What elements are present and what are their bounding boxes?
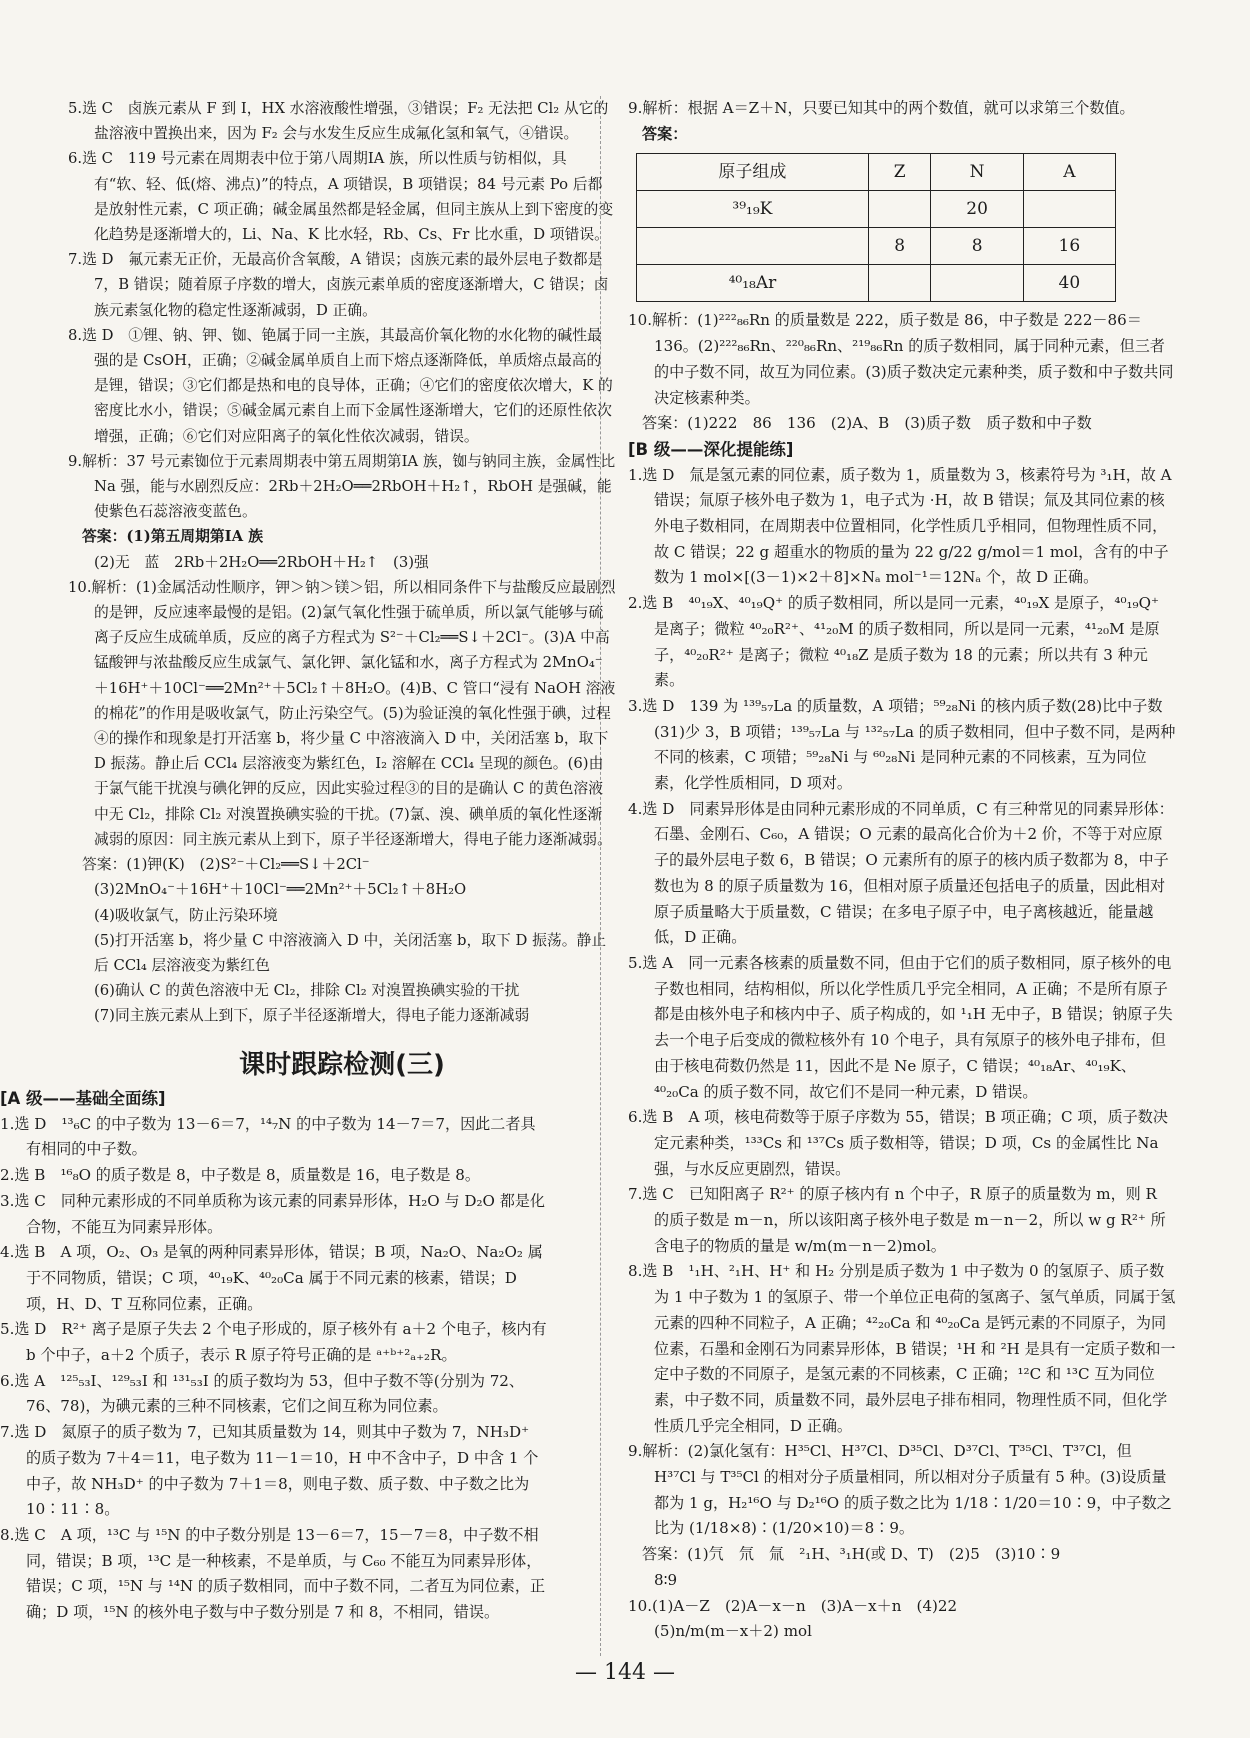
left-column-lower (0, 1086, 548, 1626)
answer-label: 答案： (642, 124, 688, 143)
answer-item: 7.选 D 氟元素无正价，无最高价含氧酸，A 错误；卤族元素的最外层电子数都是 7，B 错误；随着原子序数的增大，卤族元素单质的密度逐渐增大，C 错误；卤族元素氢化物的稳定性逐渐减弱，D 正确。 (68, 251, 609, 319)
table-row (637, 228, 1116, 265)
answer-item: 9.解析：根据 A＝Z＋N，只要已知其中的两个数值，就可以求第三个数值。 (628, 99, 1135, 117)
table-row (637, 265, 1116, 302)
answer-line: (4)吸收氯气，防止污染环境 (94, 906, 278, 924)
answer-item: 6.选 C 119 号元素在周期表中位于第八周期ⅠA 族，所以性质与钫相似，具有“软、轻、低(熔、沸点)”的特点，A 项错误，B 项错误；84 号元素 Po 后都是放射性元素，C 项正确；碱金属虽然都是轻金属，但同主族从上到下密度的变化趋势是逐渐增大的，Li、Na、K 比水轻，Rb、Cs、Fr 比水重，D 项错误。 (68, 150, 614, 244)
table-cell (931, 265, 1023, 302)
table-cell: 16 (1023, 228, 1115, 265)
answer-item: 6.选 B A 项，核电荷数等于原子序数为 55，错误；B 项正确；C 项，质子数决定元素种类，¹³³Cs 和 ¹³⁷Cs 质子数相等，错误；D 项，Cs 的金属性比 Na 强，与水反应更剧烈，错误。 (628, 1108, 1168, 1178)
isotope-table (636, 153, 1116, 302)
table-header: 原子组成 (637, 154, 869, 191)
answer-line: 8∶9 (654, 1570, 678, 1589)
answer-item: 7.选 C 已知阳离子 R²⁺ 的原子核内有 n 个中子，R 原子的质量数为 m，则 R 的质子数是 m－n，所以该阳离子核外电子数是 m－n－2，所以 w g R²⁺ 所含电子的物质的量是 w/m(m－n－2)mol。 (628, 1185, 1166, 1255)
answer-item: 10.(1)A－Z (2)A－x－n (3)A－x＋n (4)22 (628, 1596, 958, 1615)
answer-item: 2.选 B ⁴⁰₁₉X、⁴⁰₁₉Q⁺ 的质子数相同，所以是同一元素，⁴⁰₁₉X 是原子，⁴⁰₁₉Q⁺ 是离子；微粒 ⁴⁰₂₀R²⁺、⁴¹₂₀M 的质子数相同，所以是同一元素，⁴¹₂₀M 是原子，⁴⁰₂₀R²⁺ 是离子；微粒 ⁴⁰₁₈Z 是质子数为 18 的元素；所以共有 3 种元素。 (628, 594, 1160, 690)
answer-item: 5.选 D R²⁺ 离子是原子失去 2 个电子形成的，原子核外有 a＋2 个电子，核内有 b 个中子，a＋2 个质子，表示 R 原子符号正确的是 ᵃ⁺ᵇ⁺²ₐ₊₂R。 (0, 1320, 547, 1365)
level-b-heading: [B 级——深化提能练] (628, 439, 794, 459)
answer-item: 4.选 B A 项，O₂、O₃ 是氧的两种同素异形体，错误；B 项，Na₂O、Na₂O₂ 属于不同物质，错误；C 项，⁴⁰₁₉K、⁴⁰₂₀Ca 属于不同元素的核素，错误；D 项，H、D、T 互称同位素，正确。 (0, 1243, 543, 1313)
answer-line: 答案：(1)氕 氘 氚 ²₁H、³₁H(或 D、T) (2)5 (3)10∶9 (642, 1545, 1061, 1564)
table-cell: 8 (868, 228, 931, 265)
table-cell: 40 (1023, 265, 1115, 302)
table-header: A (1023, 154, 1115, 191)
answer-line: (7)同主族元素从上到下，原子半径逐渐增大，得电子能力逐渐减弱 (94, 1007, 530, 1025)
table-cell (1023, 191, 1115, 228)
answer-item: 10.解析：(1)金属活动性顺序，钾＞钠＞镁＞铝，所以相同条件下与盐酸反应最剧烈的是钾，反应速率最慢的是铝。(2)氯气氧化性强于硫单质，所以氯气能够与硫离子反应生成硫单质，反应的离子方程式为 S²⁻＋Cl₂══S↓＋2Cl⁻。(3)A 中高锰酸钾与浓盐酸反应生成氯气、氯化钾、氯化锰和水，离子方程式为 2MnO₄⁻＋16H⁺＋10Cl⁻══2Mn²⁺＋5Cl₂↑＋8H₂O。(4)B、C 管口“浸有 NaOH 溶液的棉花”的作用是吸收氯气，防止污染空气。(5)为验证溴的氧化性强于碘，过程④的操作和现象是打开活塞 b，将少量 C 中溶液滴入 D 中，关闭活塞 b，取下 D 振荡。静止后 CCl₄ 层溶液变为紫红色，I₂ 溶解在 CCl₄ 呈现的颜色。(6)由于氯气能干扰溴与碘化钾的反应，因此实验过程③的目的是确认 C 的黄色溶液中无 Cl₂，排除 Cl₂ 对溴置换碘实验的干扰。(7)氯、溴、碘单质的氧化性逐渐减弱的原因：同主族元素从上到下，原子半径逐渐增大，得电子能力逐渐减弱。 (68, 578, 616, 848)
answer-item: 9.解析：(2)氯化氢有：H³⁵Cl、H³⁷Cl、D³⁵Cl、D³⁷Cl、T³⁵Cl、T³⁷Cl，但 H³⁷Cl 与 T³⁵Cl 的相对分子质量相同，所以相对分子质量有 5 种。(3)设质量都为 1 g，H₂¹⁶O 与 D₂¹⁶O 的质子数之比为 1/18∶1/20＝10∶9，中子数之比为 (1/18×8)∶(1/20×10)＝8∶9。 (628, 1442, 1172, 1538)
page-number: — 144 — (575, 1660, 675, 1685)
table-cell: ³⁹₁₉K (637, 191, 869, 228)
answer-item: 6.选 A ¹²⁵₅₃I、¹²⁹₅₃I 和 ¹³¹₅₃I 的质子数均为 53，但中子数不等(分别为 72、76、78)，为碘元素的三种不同核素，它们之间互称为同位素。 (0, 1371, 525, 1416)
answer-item: 10.解析：(1)²²²₈₆Rn 的质量数是 222，质子数是 86，中子数是 222－86＝136。(2)²²²₈₆Rn、²²⁰₈₆Rn、²¹⁹₈₆Rn 的质子数相同，属于同种元素，但三者的中子数不同，故互为同位素。(3)质子数决定元素种类，质子数和中子数共同决定核素种类。 (628, 311, 1174, 407)
answer-line: (2)无 蓝 2Rb＋2H₂O══2RbOH＋H₂↑ (3)强 (94, 553, 429, 571)
section-title: 课时跟踪检测(三) (239, 1050, 445, 1080)
right-column (628, 96, 1176, 1645)
answer-item: 5.选 A 同一元素各核素的质量数不同，但由于它们的质子数相同，原子核外的电子数也相同，结构相似，所以化学性质几乎完全相同，A 正确；不是所有原子都是由核外电子和核内中子、质子构成的，如 ¹₁H 无中子，B 错误；钠原子失去一个电子后变成的微粒核外有 10 个电子，具有氖原子的核外电子排布，但由于核电荷数仍然是 11，因此不是 Ne 原子，C 错误；⁴⁰₁₈Ar、⁴⁰₁₉K、⁴⁰₂₀Ca 的质子数不同，故它们不是同一种元素，D 错误。 (628, 953, 1173, 1101)
answer-item: 8.选 C A 项，¹³C 与 ¹⁵N 的中子数分别是 13－6＝7，15－7＝8，中子数不相同，错误；B 项，¹³C 是一种核素，不是单质，与 C₆₀ 不能互为同素异形体，错误；C 项，¹⁵N 与 ¹⁴N 的质子数相同，而中子数不同，二者互为同位素，正确；D 项，¹⁵N 的核外电子数与中子数分别是 7 和 8，不相同，错误。 (0, 1525, 546, 1622)
answer-line: (6)确认 C 的黄色溶液中无 Cl₂，排除 Cl₂ 对溴置换碘实验的干扰 (94, 982, 520, 1000)
answer-line: (5)n/m(m－x＋2) mol (654, 1622, 812, 1641)
answer-item: 2.选 B ¹⁶₈O 的质子数是 8，中子数是 8，质量数是 16，电子数是 8。 (0, 1166, 480, 1185)
answer-item: 1.选 D ¹³₆C 的中子数为 13－6＝7，¹⁴₇N 的中子数为 14－7＝7，因此二者具有相同的中子数。 (0, 1114, 536, 1159)
table-cell (868, 265, 931, 302)
table-cell: 20 (931, 191, 1023, 228)
answer-item: 5.选 C 卤族元素从 F 到 I，HX 水溶液酸性增强，③错误；F₂ 无法把 Cl₂ 从它的盐溶液中置换出来，因为 F₂ 会与水发生反应生成氟化氢和氧气，④错误。 (68, 100, 609, 143)
answer-item: 8.选 D ①锂、钠、钾、铷、铯属于同一主族，其最高价氧化物的水化物的碱性最强的是 CsOH，正确；②碱金属单质自上而下熔点逐渐降低，单质熔点最高的是锂，错误；③它们都是热和电的良导体，正确；④它们的密度依次增大，K 的密度比水小，错误；⑤碱金属元素自上而下金属性逐渐增大，它们的还原性依次增强，正确；⑥它们对应阳离子的氧化性依次减弱，错误。 (68, 326, 613, 445)
table-cell: 8 (931, 228, 1023, 265)
answer-line: (5)打开活塞 b，将少量 C 中溶液滴入 D 中，关闭活塞 b，取下 D 振荡。静止后 CCl₄ 层溶液变为紫红色 (94, 931, 607, 974)
answer-item: 1.选 D 氚是氢元素的同位素，质子数为 1，质量数为 3，核素符号为 ³₁H，故 A 错误；氚原子核外电子数为 1，电子式为 ·H，故 B 错误；氚及其同位素的核外电子数相同，在周期表中位置相同，化学性质几乎相同，但物理性质不同，故 C 错误；22 g 超重水的物质的量为 22 g/22 g/mol＝1 mol，含有的中子数为 1 mol×[(3－1)×2＋8]×Nₐ mol⁻¹＝12Nₐ 个，故 D 正确。 (628, 465, 1172, 587)
table-cell (868, 191, 931, 228)
left-column (68, 96, 616, 1029)
answer-item: 4.选 D 同素异形体是由同种元素形成的不同单质，C 有三种常见的同素异形体：石墨、金刚石、C₆₀，A 错误；O 元素的最高化合价为＋2 价，不等于对应原子的最外层电子数 6，B 错误；O 元素所有的原子的核内质子数都为 8，中子数也为 8 的原子质量数为 16，但相对原子质量还包括电子的质量，因此相对原子质量略大于质量数，C 错误；在多电子原子中，电子离核越近，能量越低，D 正确。 (628, 799, 1174, 947)
answer-line: 答案：(1)钾(K) (2)S²⁻＋Cl₂══S↓＋2Cl⁻ (82, 856, 370, 874)
table-cell (637, 228, 869, 265)
level-a-heading: [A 级——基础全面练] (0, 1089, 166, 1108)
answer-item: 7.选 D 氮原子的质子数为 7，已知其质量数为 14，则其中子数为 7，NH₃D⁺ 的质子数为 7＋4＝11，电子数为 11－1＝10，H 中不含中子，D 中含 1 个中子，故 NH₃D⁺ 的中子数为 7＋1＝8，则电子数、质子数、中子数之比为 10∶11∶8。 (0, 1423, 539, 1519)
table-cell: ⁴⁰₁₈Ar (637, 265, 869, 302)
table-row (637, 191, 1116, 228)
answer-line: 答案：(1)第五周期第ⅠA 族 (82, 528, 264, 546)
table-header: N (931, 154, 1023, 191)
table-header-row (637, 154, 1116, 191)
answer-item: 8.选 B ¹₁H、²₁H、H⁺ 和 H₂ 分别是质子数为 1 中子数为 0 的氢原子、质子数为 1 中子数为 1 的氢原子、带一个单位正电荷的氢离子、氢气单质，同属于氢元素的四种不同粒子，A 正确；⁴²₂₀Ca 和 ⁴⁰₂₀Ca 是钙元素的不同原子，为同位素，石墨和金刚石为同素异形体，B 错误；¹H 和 ²H 是具有一定质子数和一定中子数的不同原子，是氢元素的不同核素，C 正确；¹²C 和 ¹³C 互为同位素，中子数不同，质量数不同，最外层电子排布相同，物理性质不同，但化学性质几乎完全相同，D 正确。 (628, 1262, 1176, 1435)
answer-item: 3.选 D 139 为 ¹³⁹₅₇La 的质量数，A 项错；⁵⁹₂₈Ni 的核内质子数(28)比中子数(31)少 3，B 项错；¹³⁹₅₇La 与 ¹³²₅₇La 的质子数相同，但中子数不同，是两种不同的核素，C 项错；⁵⁹₂₈Ni 与 ⁶⁰₂₈Ni 是同种元素的不同核素，互为同位素，化学性质相同，D 项对。 (628, 696, 1176, 793)
answer-item: 9.解析：37 号元素铷位于元素周期表中第五周期第ⅠA 族，铷与钠同主族，金属性比 Na 强，能与水剧烈反应：2Rb＋2H₂O══2RbOH＋H₂↑，RbOH 是强碱，能使紫色石蕊溶液变蓝色。 (68, 452, 616, 521)
answer-item: 3.选 C 同种元素形成的不同单质称为该元素的同素异形体，H₂O 与 D₂O 都是化合物，不能互为同素异形体。 (0, 1191, 545, 1236)
table-header: Z (868, 154, 931, 191)
answer-line: (3)2MnO₄⁻＋16H⁺＋10Cl⁻══2Mn²⁺＋5Cl₂↑＋8H₂O (94, 881, 467, 899)
answer-line: 答案：(1)222 86 136 (2)A、B (3)质子数 质子数和中子数 (642, 414, 1092, 433)
